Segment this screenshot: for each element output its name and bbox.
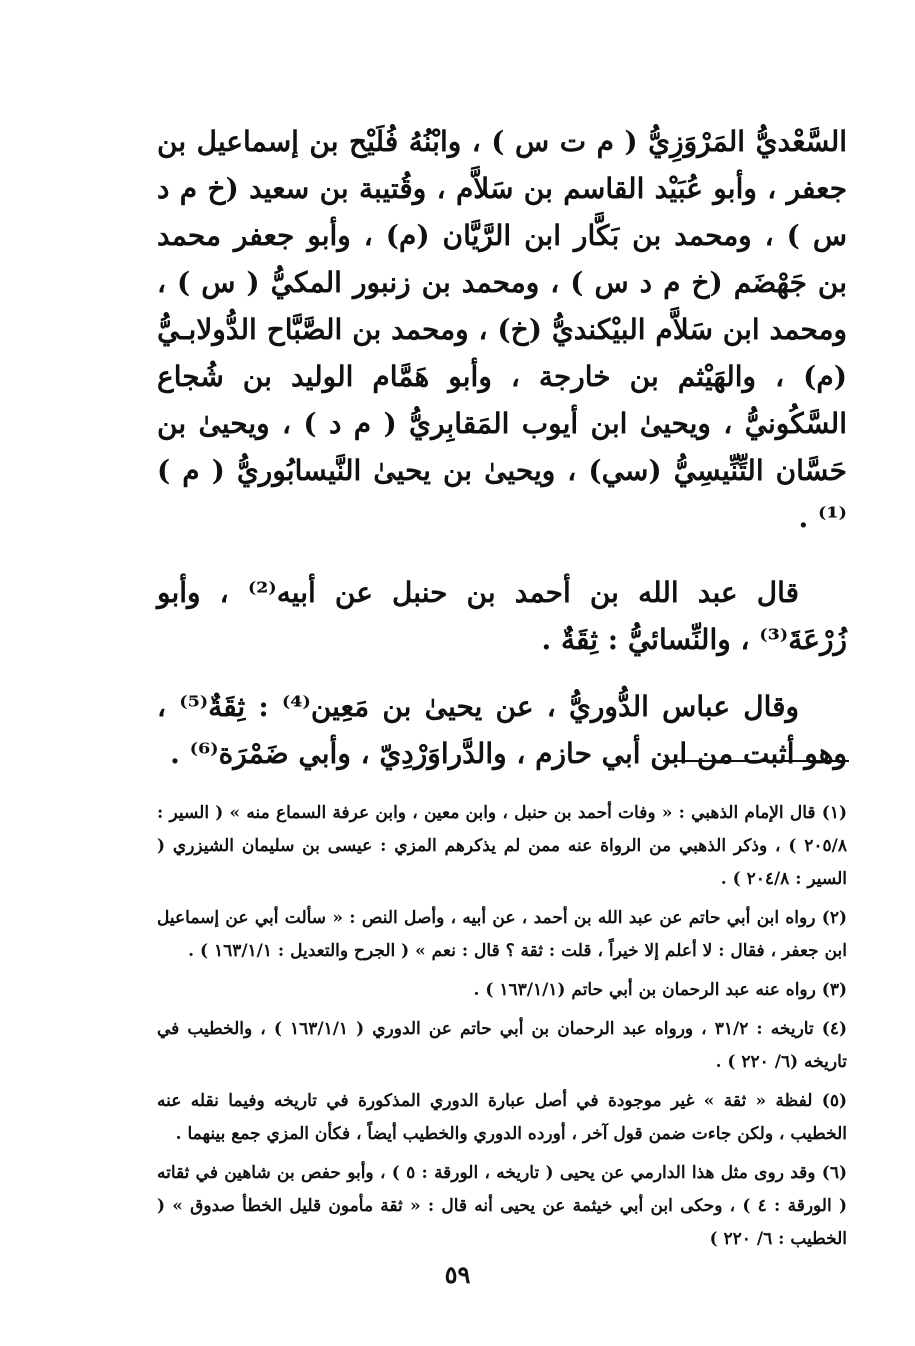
footnote-2: (٢) رواه ابن أبي حاتم عن عبد الله بن أحمد ، عن أبيه ، وأصل النص : « سألت أبي عن إسماعيل ابن جعفر ، فقال : لا أعلم إلا خيراً ، قلت : ثقة ؟ قال : نعم » ( الجرح والتعديل : ١٦٣/١/١ ) . [157, 908, 847, 961]
page-number: ٥٩ [444, 1260, 471, 1289]
paragraph-narrators: السَّعْديُّ المَرْوَزِيُّ ( م ت س ) ، وابْنُهُ فُلَيْح بن إسماعيل بن جعفر ، وأبو عُبَيْد القاسم بن سَلاَّم ، وقُتيبة بن سعيد (خ م د س ) ، ومحمد بن بَكَّار ابن الرَّيَّان (م) ، وأبو جعفر محمد بن جَهْضَم (خ م د س ) ، ومحمد بن زنبور المكيُّ ( س ) ، ومحمد ابن سَلاَّم البيْكنديُّ (خ) ، ومحمد بن الصَّبَّاح الدُّولابـيُّ (م) ، والهَيْثم بن خارجة ، وأبو هَمَّام الوليد بن شُجاع السَّكُونيُّ ، ويحيىٰ ابن أيوب المَقابِريُّ ( م د ) ، ويحيىٰ بن حَسَّان التِّنِّيسِيُّ (سي) ، ويحيىٰ بن يحيىٰ النَّيسابُوريُّ ( م )⁽¹⁾ . [157, 125, 847, 534]
footnote-separator [663, 760, 849, 762]
paragraph-ahmad-statement: قال عبد الله بن أحمد بن حنبل عن أبيه⁽²⁾ ، وأبو زُرْعَةَ⁽³⁾ ، والنِّسائيُّ : ثِقَةٌ . [157, 576, 847, 656]
footnotes [157, 797, 847, 1262]
footnote-6: (٦) وقد روى مثل هذا الدارمي عن يحيى ( تاريخه ، الورقة : ٥ ) ، وأبو حفص بن شاهين في ثقاته ( الورقة : ٤ ) ، وحكى ابن أبي خيثمة عن يحيى أنه قال : « ثقة مأمون قليل الخطأ صدوق » ( الخطيب : ٦/ ٢٢٠ ) [157, 1163, 847, 1249]
main-text [157, 118, 847, 777]
footnote-3: (٣) رواه عنه عبد الرحمان بن أبي حاتم (١٦٣/١/١ ) . [473, 980, 847, 1000]
footnote-5: (٥) لفظة « ثقة » غير موجودة في أصل عبارة الدوري المذكورة في تاريخه وفيما نقله عنه الخطيب ، ولكن جاءت ضمن قول آخر ، أورده الدوري والخطيب أيضاً ، فكأن المزي جمع بينهما . [157, 1091, 847, 1144]
footnote-1: (١) قال الإمام الذهبي : « وفات أحمد بن حنبل ، وابن معين ، وابن عرفة السماع منه » ( السير : ٢٠٥/٨ ) ، وذكر الذهبي من الرواة عنه ممن لم يذكرهم المزي : عيسى بن سليمان الشيزري ( السير : ٢٠٤/٨ ) . [157, 803, 847, 889]
footnote-4: (٤) تاريخه : ٣١/٢ ، ورواه عبد الرحمان بن أبي حاتم عن الدوري ( ١٦٣/١/١ ) ، والخطيب في تاريخه (٦/ ٢٢٠ ) . [157, 1019, 848, 1072]
paragraph-duri-statement: وقال عباس الدُّوريُّ ، عن يحيىٰ بن مَعِين⁽⁴⁾ : ثِقَةٌ⁽⁵⁾ ، وهو أثبت من ابن أبي حازم ، والدَّراوَرْدِيّ ، وأبي ضَمْرَة⁽⁶⁾ . [157, 690, 847, 770]
